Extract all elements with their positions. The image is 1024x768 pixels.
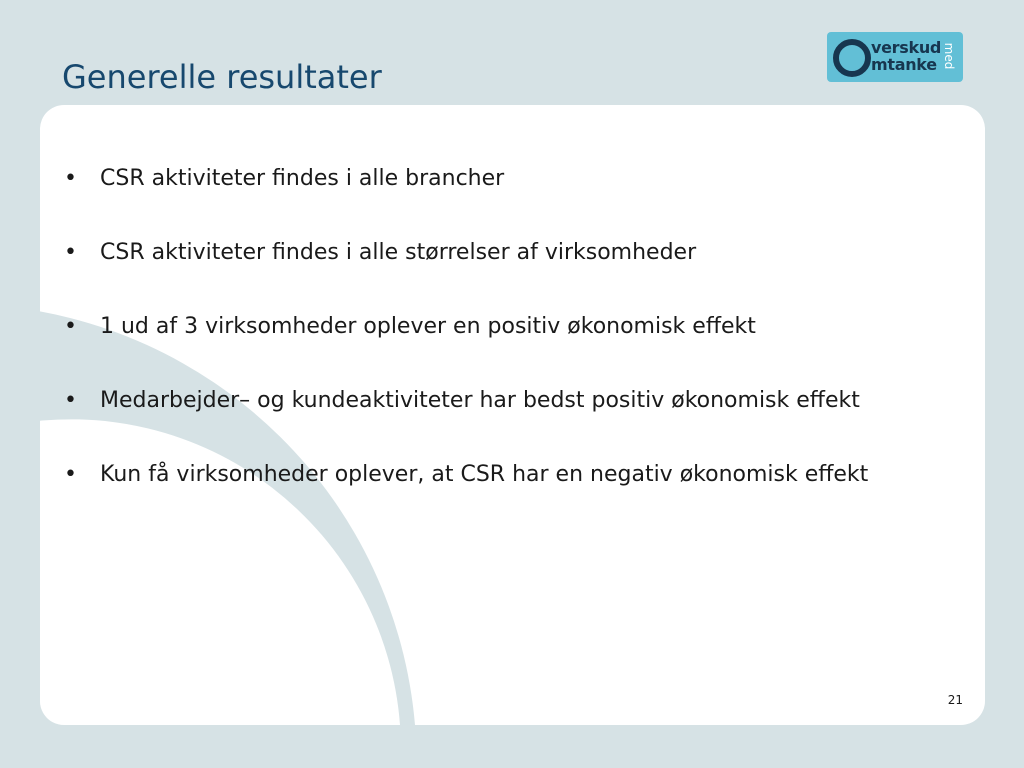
logo-side-text [937,36,961,76]
bullet-item [60,459,940,490]
content-panel [40,105,985,725]
slide-title: Generelle resultater [62,58,382,96]
bullet-dot-icon: • [64,166,77,191]
bullet-text: 1 ud af 3 virksomheder oplever en positiv økonomisk effekt [100,314,756,339]
bullet-item [60,163,940,194]
bullet-dot-icon: • [64,240,77,265]
bullet-item [60,311,940,342]
bullet-dot-icon: • [64,388,77,413]
logo-o-ring-icon [833,39,871,77]
bullet-text: Kun få virksomheder oplever, at CSR har en negativ økonomisk effekt [100,462,869,487]
bullet-text: CSR aktiviteter findes i alle brancher [100,166,505,191]
bullet-item [60,237,940,268]
bullet-dot-icon: • [64,314,77,339]
logo-text-line2: mtanke [871,55,937,74]
bullet-dot-icon: • [64,462,77,487]
bullet-text: Medarbejder– og kundeaktiviteter har bedst positiv økonomisk effekt [100,388,860,413]
logo-med-label: med [942,42,956,70]
overskud-logo [827,32,963,82]
bullet-item [60,385,940,416]
bullet-text: CSR aktiviteter findes i alle størrelser af virksomheder [100,240,697,265]
bullet-list [60,163,940,533]
logo-text-line1: verskud [871,38,942,57]
page-number: 21 [947,693,963,707]
